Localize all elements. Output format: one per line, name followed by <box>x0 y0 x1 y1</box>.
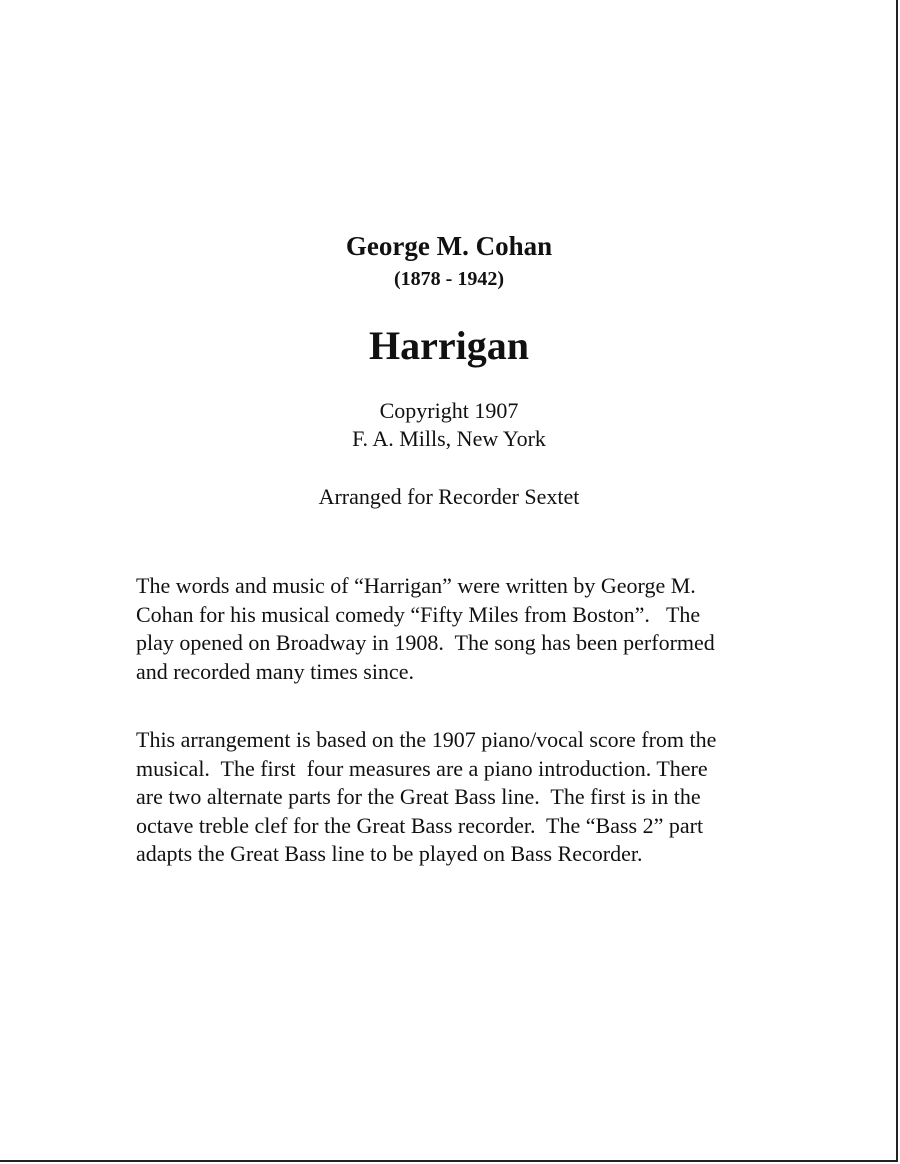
publisher-line: F. A. Mills, New York <box>352 426 546 451</box>
composer-name: George M. Cohan <box>345 231 553 261</box>
song-title: Harrigan <box>369 323 529 368</box>
paragraph-line: This arrangement is based on the 1907 piano/vocal score from the <box>136 727 717 752</box>
paragraph-line: musical. The first four measures are a piano introduction. There <box>136 755 708 781</box>
paragraph-line: adapts the Great Bass line to be played on Bass Recorder. <box>136 841 643 867</box>
arrangement-note: Arranged for Recorder Sextet <box>318 484 580 509</box>
history-paragraph <box>136 572 786 686</box>
paragraph-line: The words and music of “Harrigan” were written by George M. <box>136 573 696 598</box>
paragraph-line: and recorded many times since. <box>136 658 414 684</box>
paragraph-line: octave treble clef for the Great Bass recorder. The “Bass 2” part <box>136 812 704 838</box>
paragraph-line: are two alternate parts for the Great Bass line. The first is in the <box>136 784 701 810</box>
composer-dates: (1878 - 1942) <box>394 268 504 290</box>
paragraph-line: play opened on Broadway in 1908. The song has been performed <box>136 630 715 656</box>
paragraph-line: Cohan for his musical comedy “Fifty Miles from Boston”. The <box>136 601 701 627</box>
arrangement-paragraph <box>136 726 786 869</box>
copyright-line: Copyright 1907 <box>379 398 519 423</box>
